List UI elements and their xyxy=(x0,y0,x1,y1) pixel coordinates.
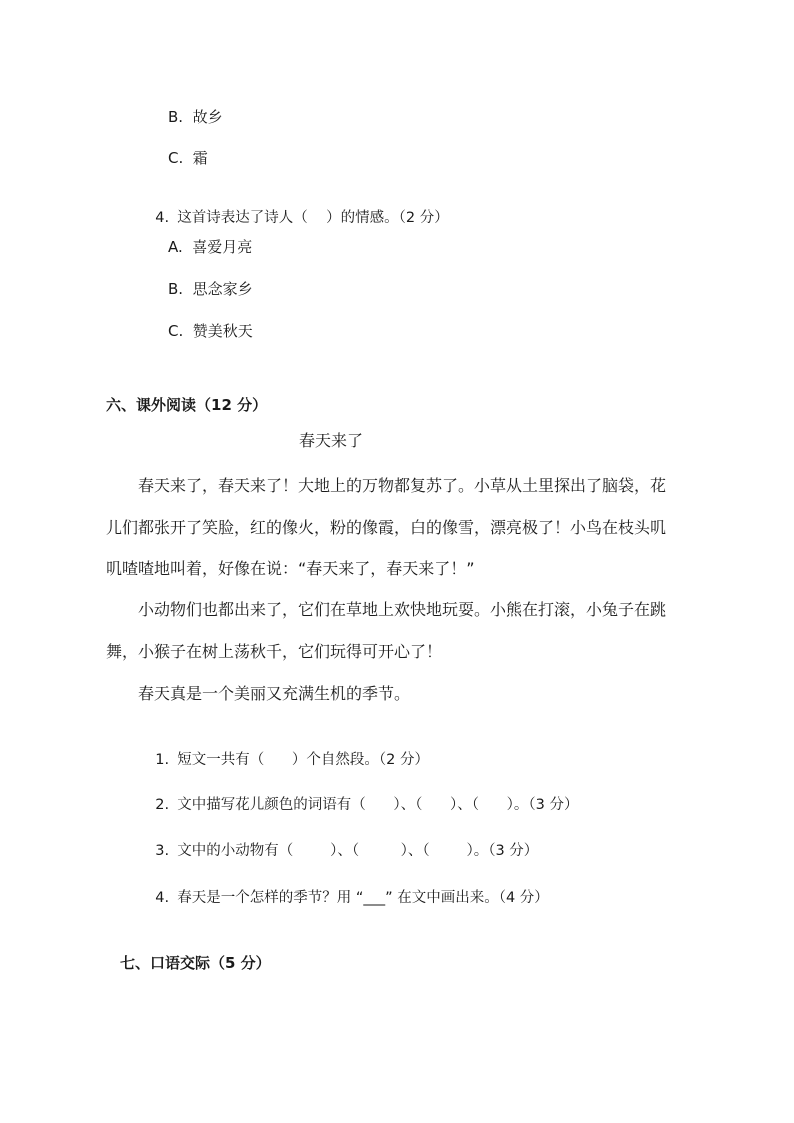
s6-q4-number: 4. xyxy=(155,889,170,906)
paragraph3-line1: 春天真是一个美丽又充满生机的季节。 xyxy=(138,684,411,703)
s6-question-3 xyxy=(146,829,538,858)
paragraph1-line3: 叽喳喳地叫着，好像在说：“春天来了，春天来了！” xyxy=(106,559,475,578)
s6-question-4 xyxy=(146,876,549,905)
q3-option-c: C. 霜 xyxy=(168,149,208,167)
q4-text: 这首诗表达了诗人（ ）的情感。（2 分） xyxy=(177,209,449,226)
s6-q4-text: 春天是一个怎样的季节？用 “___” 在文中画出来。（4 分） xyxy=(177,889,549,906)
q4-option-c: C. 赞美秋天 xyxy=(168,322,253,340)
passage-title: 春天来了 xyxy=(299,431,364,450)
s6-question-2 xyxy=(146,783,579,812)
s6-q2-text: 文中描写花儿颜色的词语有（ ）、（ ）、（ ）。（3 分） xyxy=(177,796,579,813)
section6-heading: 六、课外阅读（12 分） xyxy=(106,396,268,414)
q3-option-b: B. 故乡 xyxy=(168,108,223,126)
s6-question-1 xyxy=(146,738,429,767)
q4-row xyxy=(146,196,449,225)
s6-q2-number: 2. xyxy=(155,796,170,813)
section7-heading: 七、口语交际（5 分） xyxy=(120,954,271,972)
s6-q3-number: 3. xyxy=(155,842,170,859)
s6-q1-number: 1. xyxy=(155,751,170,768)
q4-option-b: B. 思念家乡 xyxy=(168,280,253,298)
paragraph1-line2: 儿们都张开了笑脸，红的像火，粉的像霞，白的像雪，漂亮极了！小鸟在枝头叽 xyxy=(106,518,667,537)
paragraph2-line1: 小动物们也都出来了，它们在草地上欢快地玩耍。小熊在打滚，小兔子在跳 xyxy=(138,600,667,619)
s6-q3-text: 文中的小动物有（ ）、（ ）、（ ）。（3 分） xyxy=(177,842,539,859)
paragraph2-line2: 舞，小猴子在树上荡秋千，它们玩得可开心了！ xyxy=(106,642,443,661)
q4-option-a: A. 喜爱月亮 xyxy=(168,238,253,256)
q4-number: 4. xyxy=(155,209,170,226)
paragraph1-line1: 春天来了，春天来了！大地上的万物都复苏了。小草从土里探出了脑袋，花 xyxy=(138,476,667,495)
s6-q1-text: 短文一共有（ ）个自然段。（2 分） xyxy=(177,751,429,768)
